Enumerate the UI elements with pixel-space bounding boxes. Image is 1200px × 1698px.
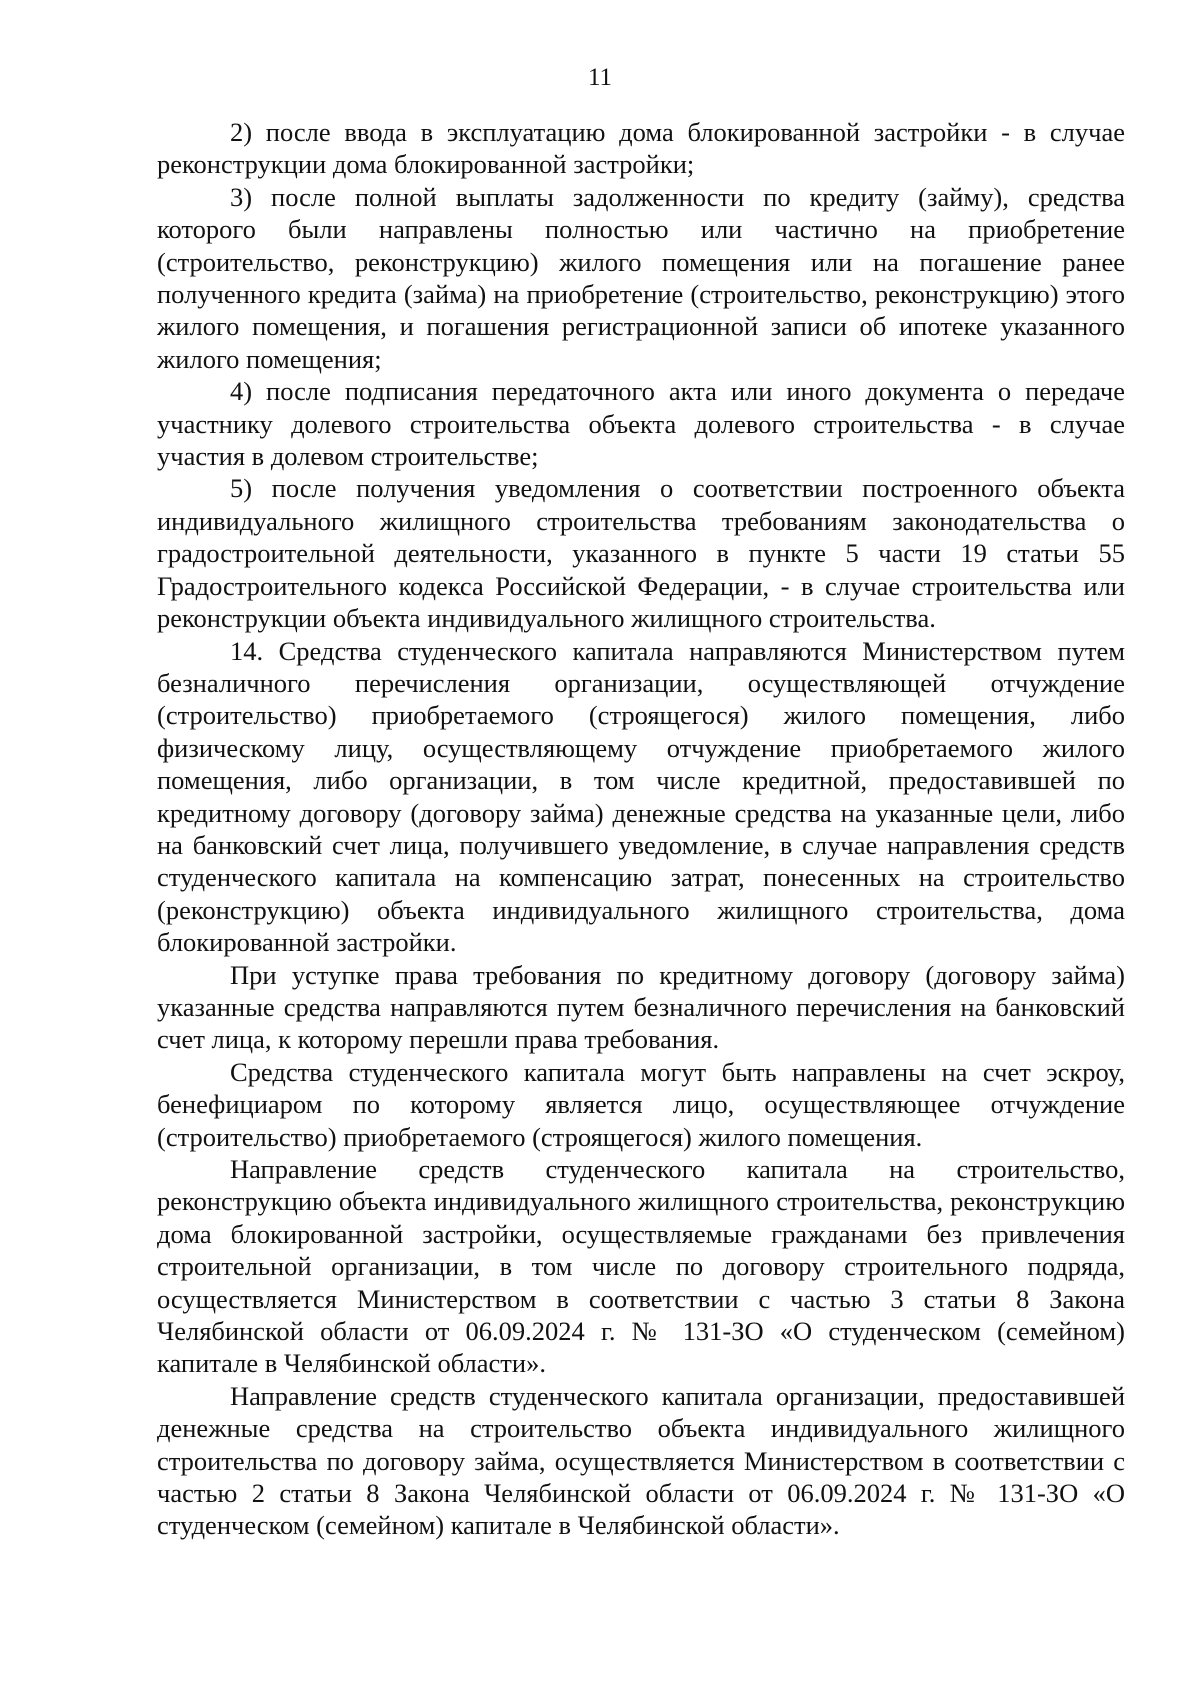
paragraph-escrow: Средства студенческого капитала могут быть направлены на счет эскроу, бенефициаром по которому является лицо, осуществляющее отчуждение (строительство) приобретаемого (строящегося) жилого помещения. bbox=[157, 1056, 1125, 1152]
paragraph-item-3: 3) после полной выплаты задолженности по кредиту (займу), средства которого были направлены полностью или частично на приобретение (строительство, реконструкцию) жилого помещения или на погашение ранее полученного кредита (займа) на приобретение (строительство, реконструкцию) этого жилого помещения, и погашения регистрационной записи об ипотеке указанного жилого помещения; bbox=[157, 181, 1125, 374]
page-number: 11 bbox=[587, 64, 613, 91]
paragraph-direction-construction: Направление средств студенческого капитала на строительство, реконструкцию объекта индивидуального жилищного строительства, реконструкцию дома блокированной застройки, осуществляемые гражданами без привлечения строительной организации, в том числе по договору строительного подряда, осуществляется Министерством в соответствии с частью 3 статьи 8 Закона Челябинской области от 06.09.2024 г. № 131-ЗО «О студенческом (семейном) капитале в Челябинской области». bbox=[157, 1154, 1125, 1379]
paragraph-item-2: 2) после ввода в эксплуатацию дома блокированной застройки - в случае реконструкции дома блокированной застройки; bbox=[157, 117, 1125, 180]
paragraph-item-4: 4) после подписания передаточного акта или иного документа о передаче участнику долевого строительства объекта долевого строительства - в случае участия в долевом строительстве; bbox=[157, 376, 1125, 472]
paragraph-clause-14: 14. Средства студенческого капитала направляются Министерством путем безналичного перечисления организации, осуществляющей отчуждение (строительство) приобретаемого (строящегося) жилого помещения, либо физическому лицу, осуществляющему отчуждение приобретаемого жилого помещения, либо организации, в том числе кредитной, предоставившей по кредитному договору (договору займа) денежные средства на указанные цели, либо на банковский счет лица, получившего уведомление, в случае направления средств студенческого капитала на компенсацию затрат, понесенных на строительство (реконструкцию) объекта индивидуального жилищного строительства, дома блокированной застройки. bbox=[157, 635, 1125, 958]
paragraph-assignment-rights: При уступке права требования по кредитному договору (договору займа) указанные средства направляются путем безналичного перечисления на банковский счет лица, к которому перешли права требования. bbox=[157, 959, 1125, 1055]
paragraph-direction-loan: Направление средств студенческого капитала организации, предоставившей денежные средства на строительство объекта индивидуального жилищного строительства по договору займа, осуществляется Министерством в соответствии с частью 2 статьи 8 Закона Челябинской области от 06.09.2024 г. № 131-ЗО «О студенческом (семейном) капитале в Челябинской области». bbox=[157, 1380, 1125, 1541]
document-body bbox=[157, 116, 1125, 1542]
paragraph-item-5: 5) после получения уведомления о соответствии построенного объекта индивидуального жилищного строительства требованиям законодательства о градостроительной деятельности, указанного в пункте 5 части 19 статьи 55 Градостроительного кодекса Российской Федерации, - в случае строительства или реконструкции объекта индивидуального жилищного строительства. bbox=[157, 473, 1125, 634]
